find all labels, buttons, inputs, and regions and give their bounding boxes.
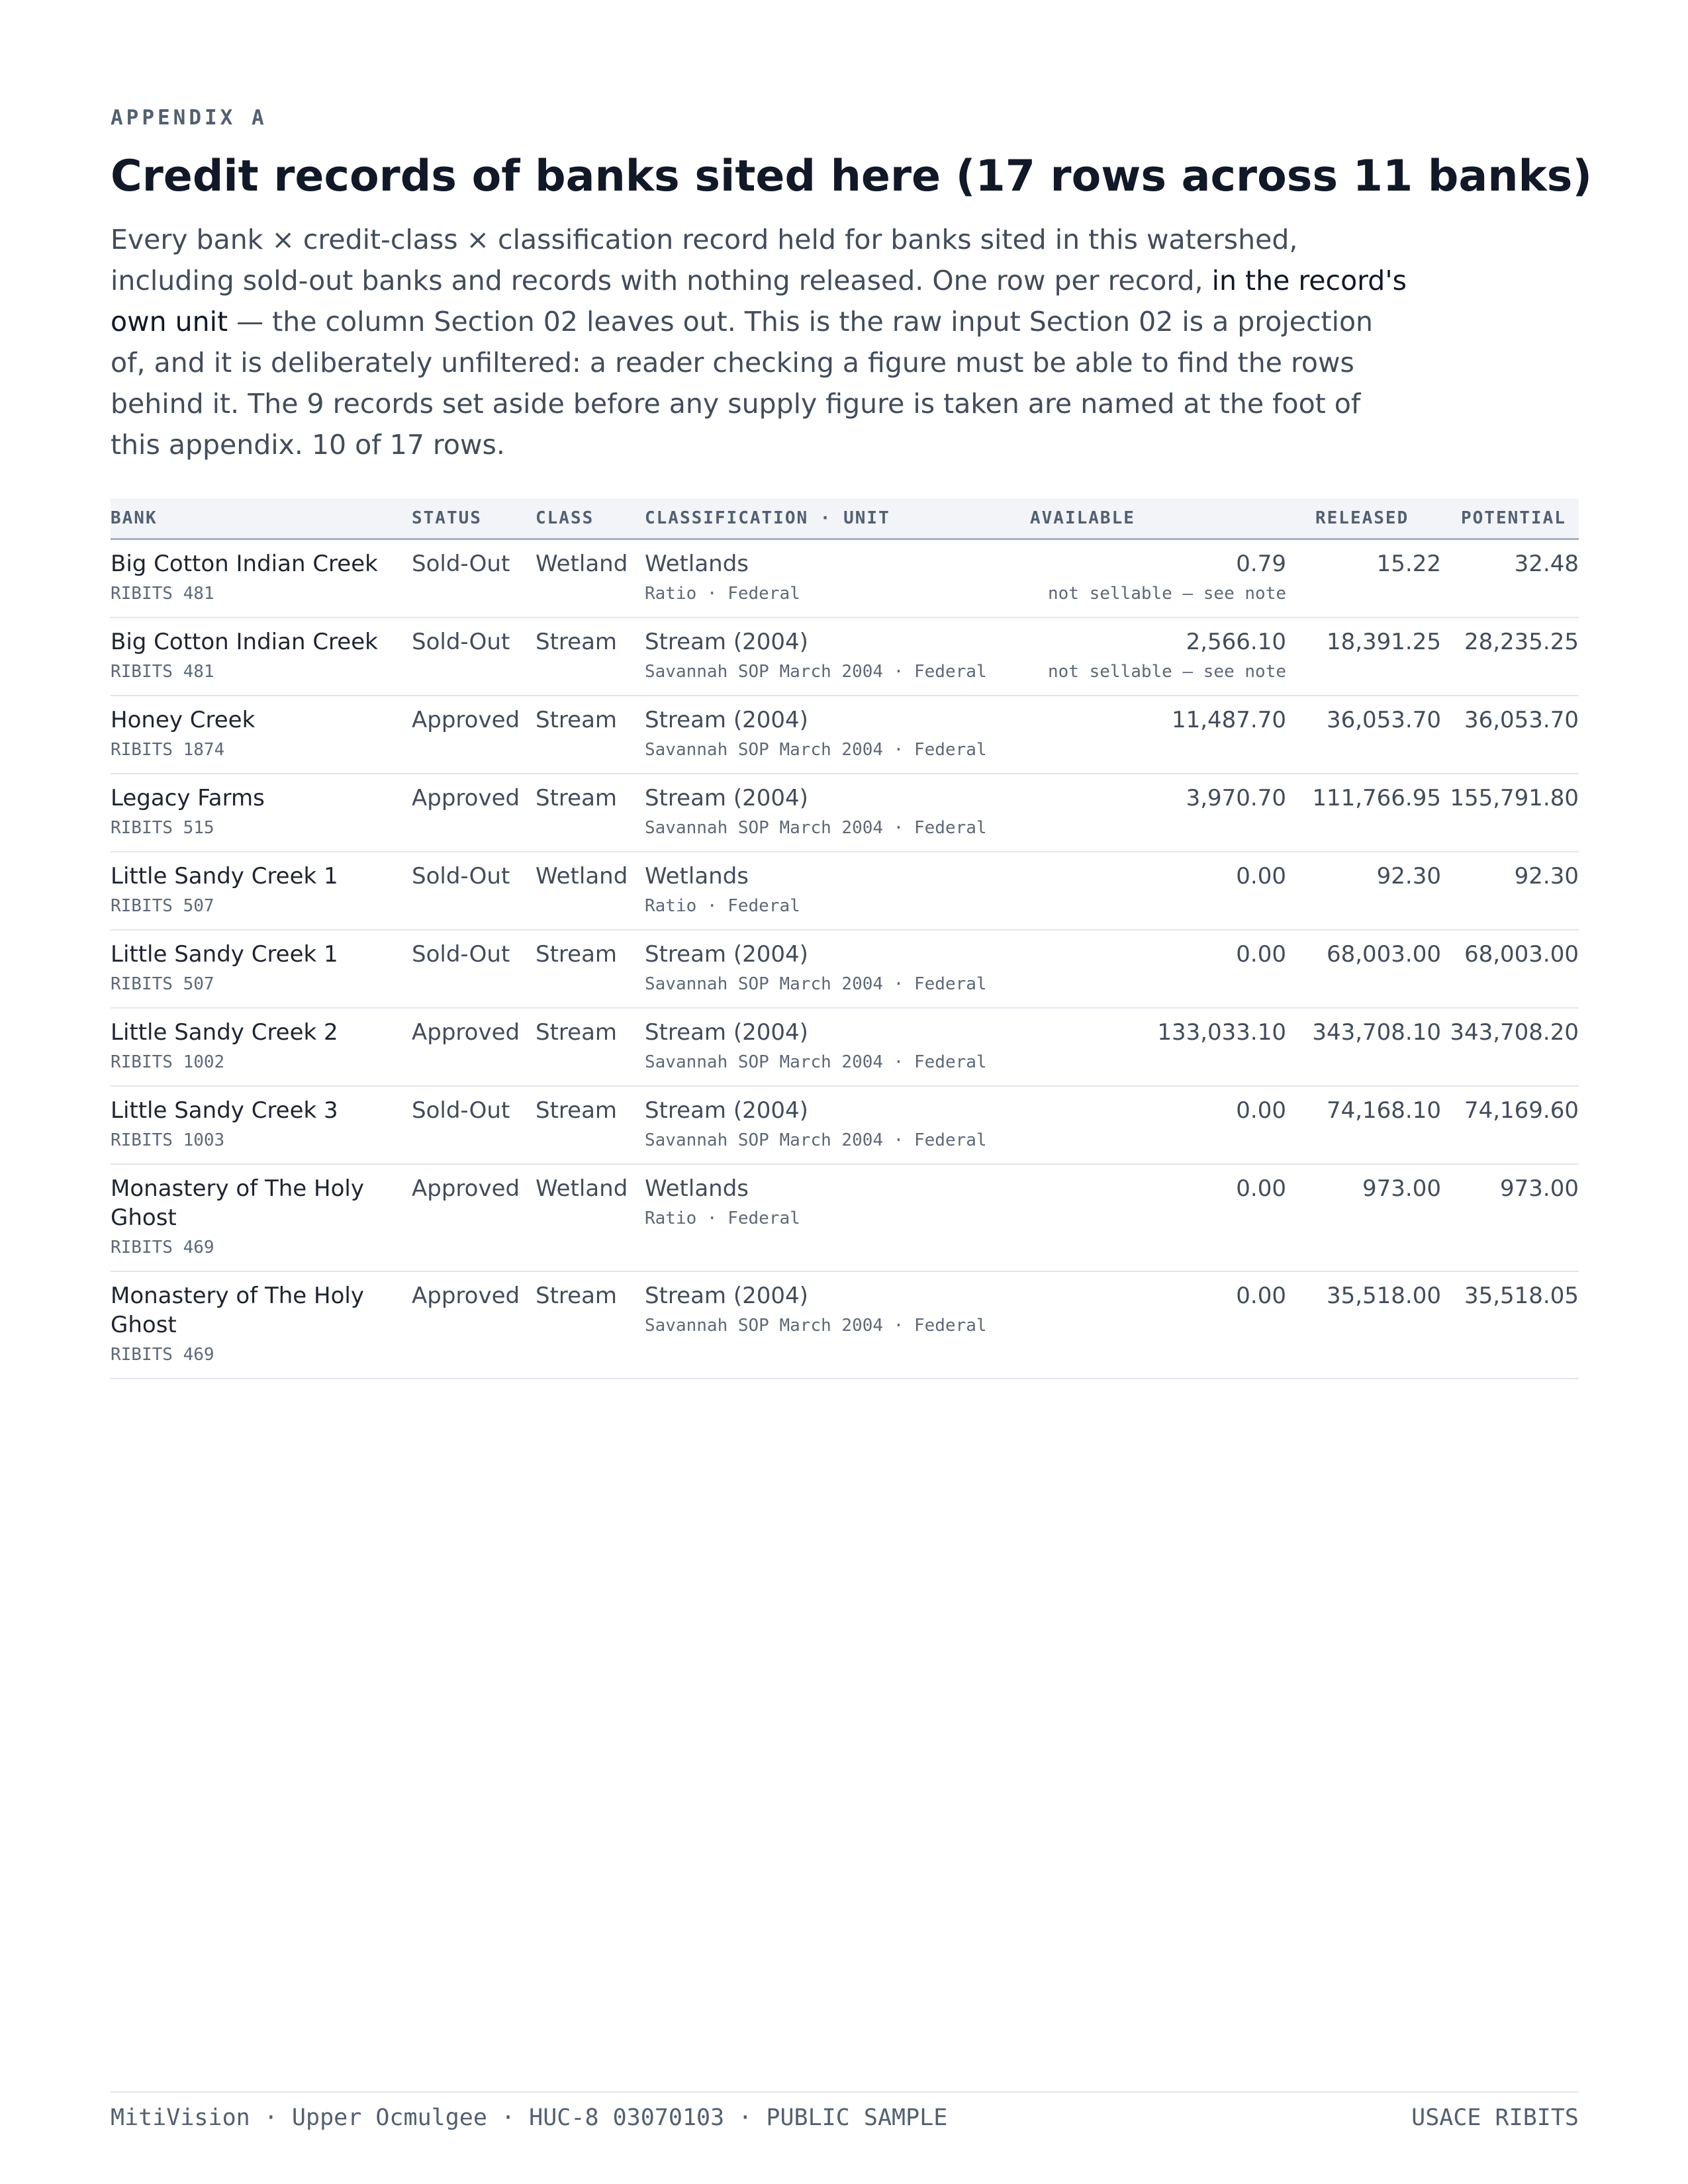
released-value: 111,766.95 [1312, 784, 1441, 811]
appendix-page [111, 106, 1593, 1379]
unit-value: Savannah SOP March 2004 · Federal [645, 1315, 987, 1336]
classification-value: Wetlands [645, 1175, 749, 1202]
bank-name: Monastery of The Holy Ghost [111, 1282, 364, 1338]
class-value: Stream [536, 628, 618, 655]
available-cell [1030, 1086, 1301, 1164]
classification-value: Wetlands [645, 862, 749, 889]
potential-value: 973.00 [1500, 1175, 1579, 1202]
released-cell [1301, 1008, 1446, 1086]
unit-value: Ratio · Federal [645, 895, 800, 916]
classification-value: Stream (2004) [645, 784, 808, 811]
unit-value: Ratio · Federal [645, 583, 800, 604]
column-header-released: RELEASED [1301, 498, 1446, 539]
available-cell [1030, 774, 1301, 852]
bank-cell [111, 1086, 412, 1164]
ribits-id: RIBITS 469 [111, 1237, 214, 1257]
bank-name: Honey Creek [111, 706, 256, 733]
bank-name: Big Cotton Indian Creek [111, 550, 378, 577]
status-value: Approved [412, 1175, 520, 1202]
status-value: Sold-Out [412, 550, 510, 577]
released-cell [1301, 1164, 1446, 1271]
released-value: 343,708.10 [1312, 1019, 1441, 1046]
table-row [111, 696, 1579, 774]
classification-value: Stream (2004) [645, 628, 808, 655]
status-cell [412, 852, 536, 930]
class-value: Stream [536, 706, 618, 733]
class-cell [536, 1164, 645, 1271]
available-value: 11,487.70 [1171, 706, 1286, 733]
available-cell [1030, 852, 1301, 930]
available-value: 0.00 [1236, 1282, 1286, 1309]
table-row [111, 1164, 1579, 1271]
column-header-class: CLASS [536, 498, 645, 539]
unit-value: Savannah SOP March 2004 · Federal [645, 817, 987, 838]
bank-name: Monastery of The Holy Ghost [111, 1175, 364, 1231]
available-cell [1030, 617, 1301, 696]
intro-emphasis: in the record's own unit [111, 264, 1407, 338]
available-value: 133,033.10 [1157, 1019, 1286, 1046]
potential-value: 155,791.80 [1450, 784, 1579, 811]
classification-cell [645, 1086, 1030, 1164]
available-value: 0.00 [1236, 940, 1286, 968]
available-value: 0.00 [1236, 1175, 1286, 1202]
classification-value: Stream (2004) [645, 1097, 808, 1124]
table-row [111, 852, 1579, 930]
classification-cell [645, 1271, 1030, 1379]
released-cell [1301, 1271, 1446, 1379]
unit-value: Savannah SOP March 2004 · Federal [645, 661, 987, 682]
column-header-bank: BANK [111, 498, 412, 539]
table-row [111, 1086, 1579, 1164]
potential-value: 68,003.00 [1464, 940, 1579, 968]
available-cell [1030, 696, 1301, 774]
potential-cell [1446, 774, 1579, 852]
footer-left: MitiVision · Upper Ocmulgee · HUC-8 03070103 · PUBLIC SAMPLE [111, 2105, 948, 2131]
class-value: Stream [536, 1282, 618, 1309]
bank-name: Little Sandy Creek 1 [111, 940, 338, 968]
classification-cell [645, 930, 1030, 1008]
status-cell [412, 930, 536, 1008]
released-cell [1301, 696, 1446, 774]
bank-name: Little Sandy Creek 3 [111, 1097, 338, 1124]
class-cell [536, 1271, 645, 1379]
classification-cell [645, 696, 1030, 774]
released-value: 973.00 [1362, 1175, 1441, 1202]
class-cell [536, 696, 645, 774]
class-cell [536, 539, 645, 617]
column-header-status: STATUS [412, 498, 536, 539]
classification-cell [645, 1008, 1030, 1086]
bank-cell [111, 539, 412, 617]
potential-cell [1446, 1086, 1579, 1164]
class-value: Stream [536, 940, 618, 968]
class-value: Wetland [536, 862, 628, 889]
released-value: 35,518.00 [1326, 1282, 1441, 1309]
class-cell [536, 617, 645, 696]
class-value: Wetland [536, 1175, 628, 1202]
bank-name: Legacy Farms [111, 784, 265, 811]
bank-cell [111, 852, 412, 930]
released-value: 68,003.00 [1326, 940, 1441, 968]
ribits-id: RIBITS 481 [111, 661, 214, 682]
class-value: Stream [536, 784, 618, 811]
table-row [111, 1008, 1579, 1086]
credit-records-table [111, 498, 1579, 1379]
bank-name: Little Sandy Creek 2 [111, 1019, 338, 1046]
ribits-id: RIBITS 481 [111, 583, 214, 604]
released-cell [1301, 617, 1446, 696]
class-value: Stream [536, 1019, 618, 1046]
classification-cell [645, 774, 1030, 852]
classification-value: Wetlands [645, 550, 749, 577]
unit-value: Savannah SOP March 2004 · Federal [645, 974, 987, 994]
released-cell [1301, 1086, 1446, 1164]
status-value: Approved [412, 1282, 520, 1309]
potential-value: 32.48 [1514, 550, 1579, 577]
page-title: Credit records of banks sited here (17 rows across 11 banks) [111, 152, 1593, 201]
table-row [111, 617, 1579, 696]
class-value: Stream [536, 1097, 618, 1124]
status-value: Approved [412, 706, 520, 733]
bank-cell [111, 696, 412, 774]
released-cell [1301, 539, 1446, 617]
bank-cell [111, 617, 412, 696]
released-cell [1301, 774, 1446, 852]
status-cell [412, 1164, 536, 1271]
available-cell [1030, 930, 1301, 1008]
available-cell [1030, 539, 1301, 617]
bank-cell [111, 930, 412, 1008]
ribits-id: RIBITS 507 [111, 895, 214, 916]
bank-name: Little Sandy Creek 1 [111, 862, 338, 889]
available-cell [1030, 1164, 1301, 1271]
potential-value: 28,235.25 [1464, 628, 1579, 655]
column-header-available: AVAILABLE [1030, 498, 1301, 539]
status-cell [412, 617, 536, 696]
footer-right: USACE RIBITS [1411, 2105, 1579, 2131]
available-cell [1030, 1008, 1301, 1086]
appendix-label: APPENDIX A [111, 106, 267, 130]
status-value: Sold-Out [412, 940, 510, 968]
potential-cell [1446, 1271, 1579, 1379]
unit-value: Savannah SOP March 2004 · Federal [645, 1052, 987, 1072]
unit-value: Ratio · Federal [645, 1208, 800, 1228]
potential-value: 92.30 [1514, 862, 1579, 889]
classification-cell [645, 617, 1030, 696]
class-cell [536, 1008, 645, 1086]
released-value: 74,168.10 [1326, 1097, 1441, 1124]
bank-cell [111, 1008, 412, 1086]
released-cell [1301, 930, 1446, 1008]
classification-cell [645, 852, 1030, 930]
potential-cell [1446, 1008, 1579, 1086]
classification-value: Stream (2004) [645, 1282, 808, 1309]
table-row [111, 539, 1579, 617]
intro-paragraph [111, 219, 1408, 465]
intro-text-2: — the column Section 02 leaves out. This is the raw input Section 02 is a projection of, and it is deliberately unfiltered: a reader checking a figure must be able to find the rows behind it. The 9 records set aside before any supply figure is taken are named at the foot of this appendix. 10 of 17 rows. [111, 305, 1374, 461]
potential-cell [1446, 852, 1579, 930]
status-cell [412, 539, 536, 617]
released-value: 92.30 [1376, 862, 1441, 889]
table-row [111, 1271, 1579, 1379]
released-value: 15.22 [1376, 550, 1441, 577]
intro-text-1: Every bank × credit-class × classification record held for banks sited in this watershed, including sold-out banks and records with nothing released. One row per record, [111, 223, 1298, 296]
bank-cell [111, 774, 412, 852]
classification-cell [645, 539, 1030, 617]
released-cell [1301, 852, 1446, 930]
status-cell [412, 696, 536, 774]
status-cell [412, 1271, 536, 1379]
table-row [111, 774, 1579, 852]
available-value: 0.00 [1236, 1097, 1286, 1124]
potential-value: 74,169.60 [1464, 1097, 1579, 1124]
status-value: Sold-Out [412, 862, 510, 889]
column-header-potential: POTENTIAL [1446, 498, 1579, 539]
class-value: Wetland [536, 550, 628, 577]
class-cell [536, 930, 645, 1008]
classification-value: Stream (2004) [645, 940, 808, 968]
bank-cell [111, 1164, 412, 1271]
potential-cell [1446, 1164, 1579, 1271]
ribits-id: RIBITS 515 [111, 817, 214, 838]
potential-cell [1446, 930, 1579, 1008]
status-cell [412, 774, 536, 852]
bank-name: Big Cotton Indian Creek [111, 628, 378, 655]
potential-value: 36,053.70 [1464, 706, 1579, 733]
sellable-note: not sellable — see note [1047, 583, 1286, 604]
classification-value: Stream (2004) [645, 1019, 808, 1046]
status-value: Approved [412, 1019, 520, 1046]
available-value: 0.79 [1236, 550, 1286, 577]
ribits-id: RIBITS 1003 [111, 1130, 225, 1150]
table-header-row [111, 498, 1579, 539]
potential-cell [1446, 696, 1579, 774]
potential-cell [1446, 617, 1579, 696]
class-cell [536, 774, 645, 852]
status-cell [412, 1086, 536, 1164]
available-cell [1030, 1271, 1301, 1379]
column-header-classification: CLASSIFICATION · UNIT [645, 498, 1030, 539]
released-value: 36,053.70 [1326, 706, 1441, 733]
available-value: 2,566.10 [1186, 628, 1286, 655]
page-footer [111, 2091, 1579, 2131]
ribits-id: RIBITS 1874 [111, 739, 225, 760]
bank-cell [111, 1271, 412, 1379]
table-body [111, 539, 1579, 1379]
status-value: Sold-Out [412, 628, 510, 655]
status-cell [412, 1008, 536, 1086]
potential-value: 343,708.20 [1450, 1019, 1579, 1046]
available-value: 3,970.70 [1186, 784, 1286, 811]
status-value: Approved [412, 784, 520, 811]
classification-cell [645, 1164, 1030, 1271]
potential-value: 35,518.05 [1464, 1282, 1579, 1309]
released-value: 18,391.25 [1326, 628, 1441, 655]
class-cell [536, 852, 645, 930]
status-value: Sold-Out [412, 1097, 510, 1124]
ribits-id: RIBITS 469 [111, 1344, 214, 1365]
sellable-note: not sellable — see note [1047, 661, 1286, 682]
class-cell [536, 1086, 645, 1164]
table-row [111, 930, 1579, 1008]
unit-value: Savannah SOP March 2004 · Federal [645, 1130, 987, 1150]
potential-cell [1446, 539, 1579, 617]
available-value: 0.00 [1236, 862, 1286, 889]
unit-value: Savannah SOP March 2004 · Federal [645, 739, 987, 760]
classification-value: Stream (2004) [645, 706, 808, 733]
ribits-id: RIBITS 1002 [111, 1052, 225, 1072]
ribits-id: RIBITS 507 [111, 974, 214, 994]
